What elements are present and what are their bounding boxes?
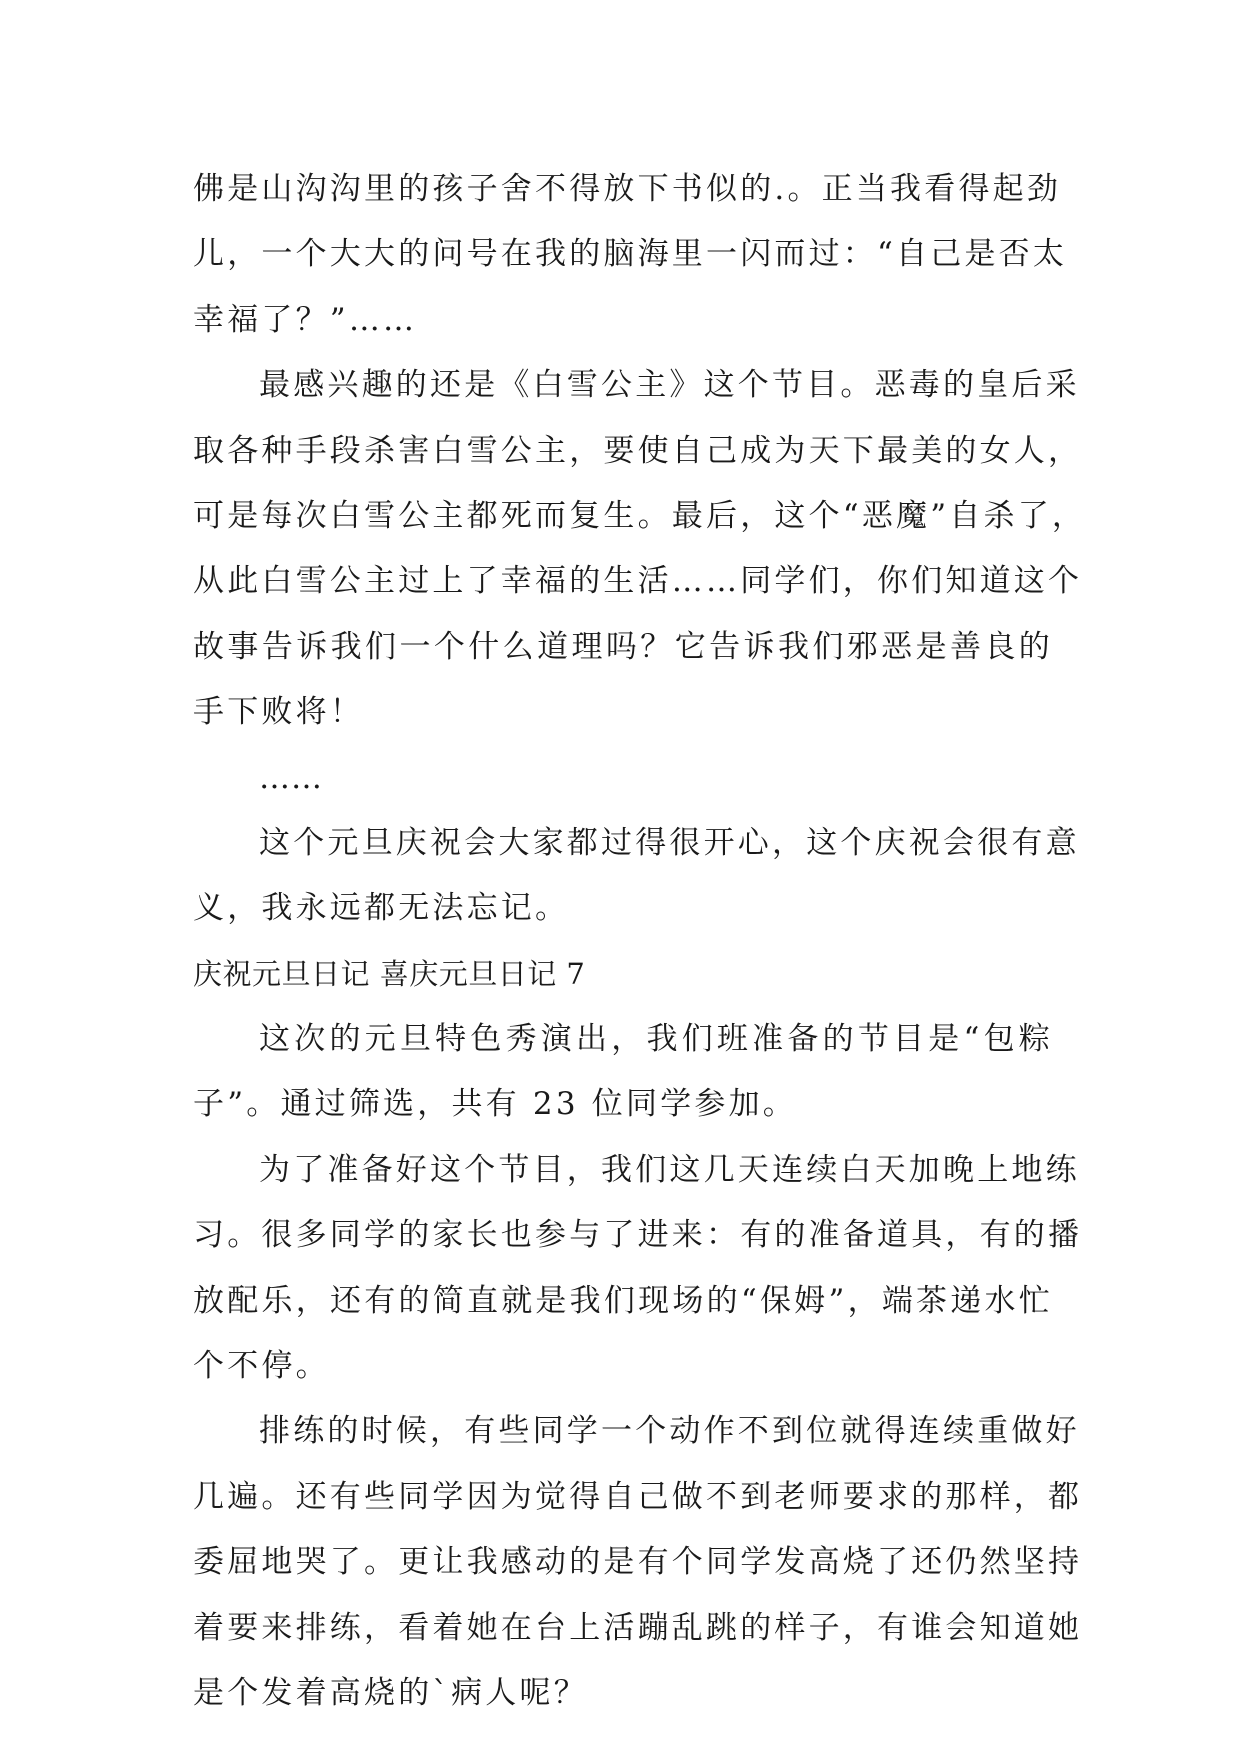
text-line: 是个发着高烧的`病人呢？ xyxy=(193,1674,588,1711)
text-line: 子”。通过筛选，共有 23 位同学参加。 xyxy=(193,1086,798,1123)
text-line: 取各种手段杀害白雪公主，要使自己成为天下最美的女人， xyxy=(193,432,1083,469)
paragraph-first-line: 这个元旦庆祝会大家都过得很开心，这个庆祝会很有意 xyxy=(259,824,1080,861)
text-line: 佛是山沟沟里的孩子舍不得放下书似的.。正当我看得起劲 xyxy=(193,171,1062,207)
text-line: 委屈地哭了。更让我感动的是有个同学发高烧了还仍然坚持 xyxy=(193,1544,1083,1581)
text-line: 手下败将！ xyxy=(193,694,364,731)
paragraph-first-line: 排练的时候，有些同学一个动作不到位就得连续重做好 xyxy=(259,1413,1080,1450)
text-line: 习。很多同学的家长也参与了进来：有的准备道具，有的播 xyxy=(193,1217,1083,1254)
text-line: 个不停。 xyxy=(193,1348,330,1385)
ellipsis-line: …… xyxy=(259,759,323,796)
text-line: 着要来排练，看着她在台上活蹦乱跳的样子，有谁会知道她 xyxy=(193,1609,1083,1646)
text-line: 从此白雪公主过上了幸福的生活……同学们，你们知道这个 xyxy=(193,563,1083,600)
text-line: 放配乐，还有的简直就是我们现场的“保姆”，端茶递水忙 xyxy=(193,1282,1053,1319)
text-line: 幸福了？”…… xyxy=(193,301,418,338)
document-body xyxy=(193,157,1087,1726)
paragraph-first-line: 最感兴趣的还是《白雪公主》这个节目。恶毒的皇后采 xyxy=(259,367,1080,404)
text-line: 故事告诉我们一个什么道理吗？它告诉我们邪恶是善良的 xyxy=(193,628,1053,665)
paragraph-first-line: 为了准备好这个节目，我们这几天连续白天加晚上地练 xyxy=(259,1151,1080,1188)
text-line: 可是每次白雪公主都死而复生。最后，这个“恶魔”自杀了， xyxy=(193,497,1087,534)
paragraph-first-line: 这次的元旦特色秀演出，我们班准备的节目是“包粽 xyxy=(259,1021,1053,1058)
text-line: 义，我永远都无法忘记。 xyxy=(193,890,570,927)
section-heading: 庆祝元旦日记 喜庆元旦日记 7 xyxy=(193,956,586,991)
text-line: 几遍。还有些同学因为觉得自己做不到老师要求的那样，都 xyxy=(193,1478,1083,1515)
text-line: 儿，一个大大的问号在我的脑海里一闪而过：“自己是否太 xyxy=(193,236,1068,273)
